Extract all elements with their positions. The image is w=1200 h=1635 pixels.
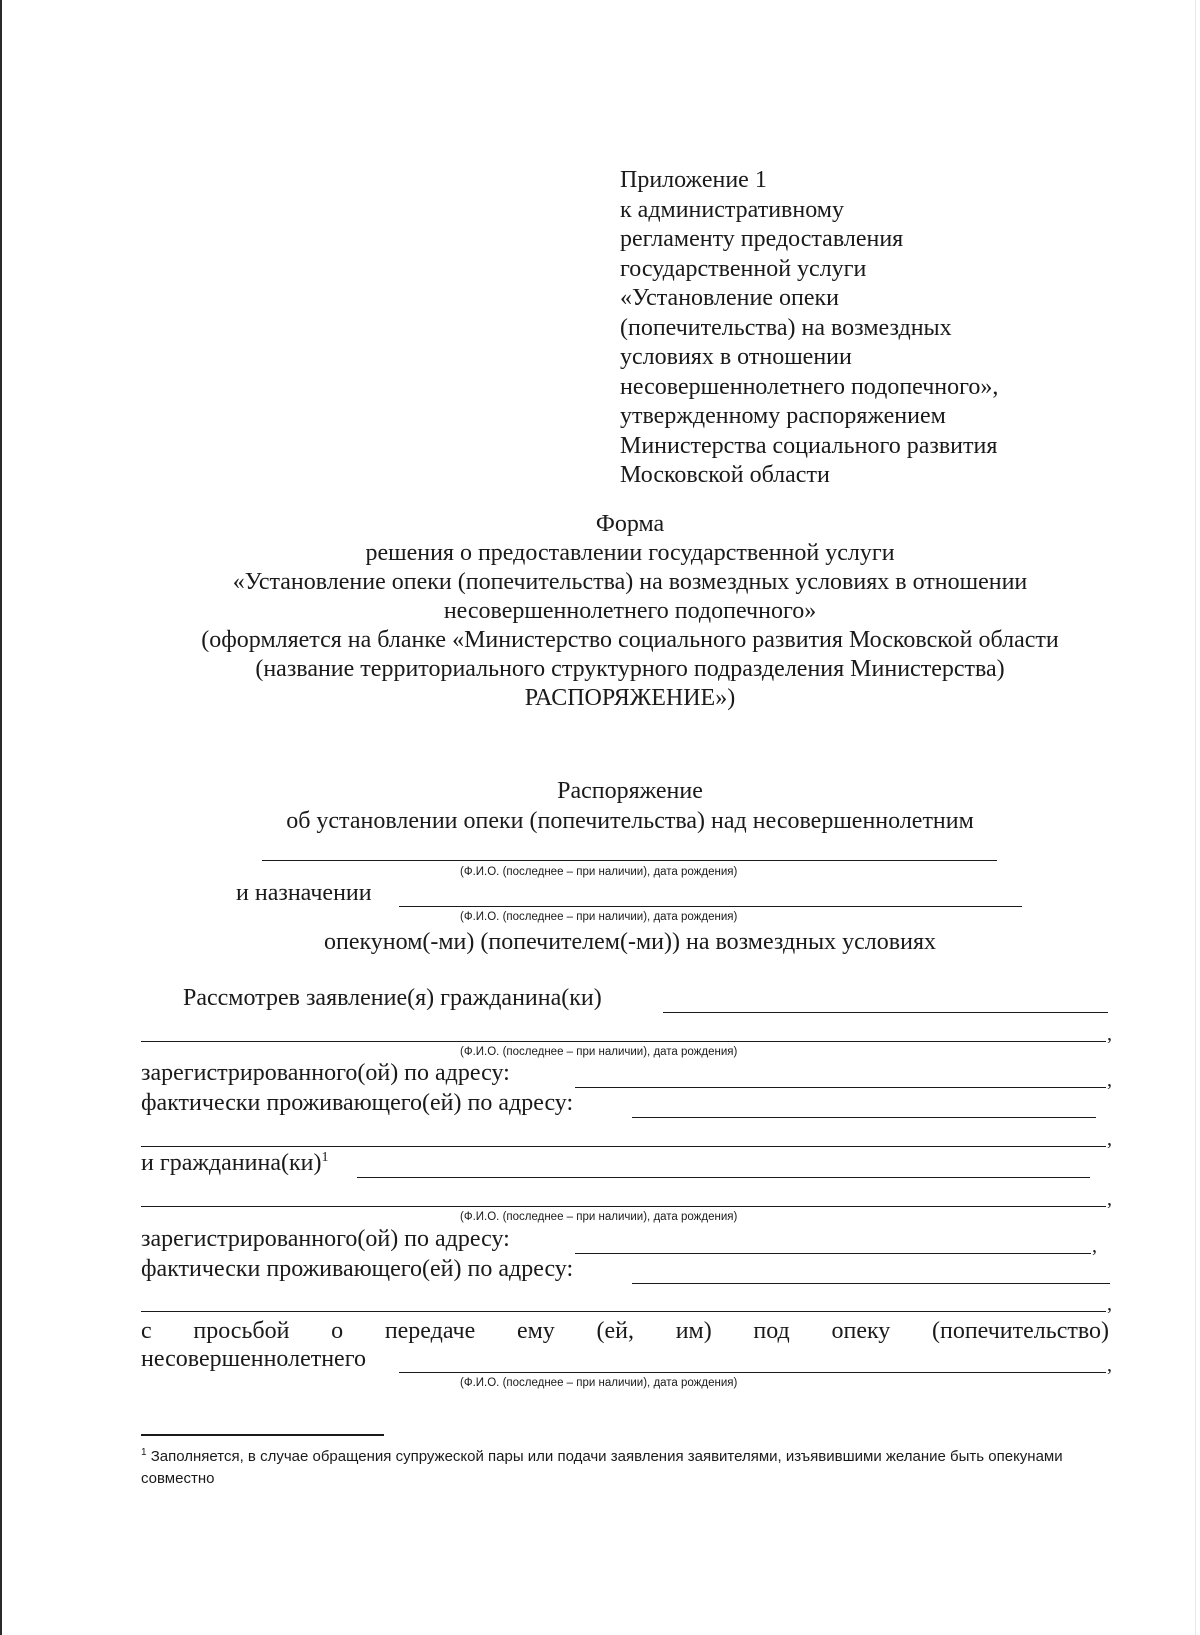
and-citizen-label — [141, 1150, 328, 1177]
annex-line: государственной услуги — [620, 255, 867, 282]
scan-right-edge — [1195, 0, 1196, 1635]
guardian-role-text: опекуном(-ми) (попечителем(-ми)) на возмездных условиях — [323, 929, 936, 955]
registered-address-line-2[interactable] — [575, 1253, 1091, 1254]
request-word: (ей, — [596, 1318, 634, 1344]
field-caption: (Ф.И.О. (последнее – при наличии), дата рождения) — [460, 866, 738, 878]
appointment-label: и назначении — [236, 880, 372, 906]
form-header — [100, 510, 1160, 713]
annex-line: «Установление опеки — [620, 285, 840, 311]
form-header-line: несовершеннолетнего подопечного» — [443, 598, 817, 624]
field-caption: (Ф.И.О. (последнее – при наличии), дата рождения) — [460, 1211, 738, 1223]
order-subtitle: об установлении опеки (попечительства) над несовершеннолетним — [286, 808, 974, 834]
minor-label: несовершеннолетнего — [141, 1346, 366, 1372]
annex-line: условиях в отношении — [620, 344, 852, 370]
applicant1-line-b[interactable] — [141, 1041, 1106, 1042]
considered-label: Рассмотрев заявление(я) гражданина(ки) — [183, 985, 602, 1011]
annex-line: несовершеннолетнего подопечного», — [620, 373, 999, 400]
applicant2-line-b[interactable] — [141, 1206, 1106, 1207]
request-word: под — [753, 1318, 790, 1344]
annex-block — [620, 166, 998, 491]
annex-line: Приложение 1 — [620, 167, 767, 193]
comma: , — [1107, 1069, 1112, 1091]
footnote — [141, 1442, 1126, 1490]
applicant1-line-a[interactable] — [663, 1012, 1108, 1013]
scan-left-edge — [0, 0, 2, 1635]
residing-label: фактически проживающего(ей) по адресу: — [141, 1256, 574, 1282]
order-title: Распоряжение — [557, 778, 703, 804]
comma: , — [1107, 1293, 1112, 1315]
annex-line: к административному — [620, 196, 844, 223]
registered-label: зарегистрированного(ой) по адресу: — [141, 1060, 510, 1086]
field-caption: (Ф.И.О. (последнее – при наличии), дата рождения) — [460, 911, 738, 923]
footnote-ref: 1 — [321, 1150, 329, 1165]
form-header-line: РАСПОРЯЖЕНИЕ») — [524, 685, 736, 711]
order-heading — [100, 776, 1160, 836]
minor-name-line[interactable] — [262, 860, 997, 861]
comma: , — [1107, 1354, 1112, 1376]
annex-line: Московской области — [620, 462, 830, 488]
request-word: (попечительство) — [931, 1318, 1109, 1344]
comma: , — [1092, 1235, 1097, 1257]
field-caption: (Ф.И.О. (последнее – при наличии), дата рождения) — [460, 1377, 738, 1389]
request-word: ему — [516, 1318, 555, 1344]
request-word: им) — [675, 1318, 712, 1344]
request-word: с — [141, 1318, 152, 1344]
residing-address-line-b[interactable] — [141, 1146, 1106, 1147]
form-header-title: Форма — [595, 511, 665, 537]
comma: , — [1107, 1023, 1112, 1045]
request-word: опеку — [831, 1318, 891, 1344]
and-citizen-text: и гражданина(ки) — [141, 1150, 322, 1176]
registered-label: зарегистрированного(ой) по адресу: — [141, 1226, 510, 1252]
residing-label: фактически проживающего(ей) по адресу: — [141, 1090, 574, 1116]
form-header-line: решения о предоставлении государственной услуги — [365, 540, 895, 566]
residing-address-line-2a[interactable] — [632, 1283, 1110, 1284]
residing-address-line-a[interactable] — [632, 1117, 1096, 1118]
annex-line: регламенту предоставления — [620, 226, 904, 252]
footnote-text: Заполняется, в случае обращения супружеской пары или подачи заявления заявителями, изъявившими желание быть опекунами совместно — [141, 1448, 1063, 1487]
form-header-line: «Установление опеки (попечительства) на возмездных условиях в отношении — [232, 569, 1028, 595]
request-word: о — [331, 1318, 344, 1344]
request-word: просьбой — [193, 1318, 290, 1344]
request-word: передаче — [384, 1318, 476, 1344]
applicant2-line-a[interactable] — [357, 1177, 1090, 1178]
guardian-name-line[interactable] — [399, 906, 1022, 907]
guardian-role — [100, 928, 1160, 957]
form-header-line: (название территориального структурного подразделения Министерства) — [255, 656, 1005, 682]
registered-address-line[interactable] — [575, 1087, 1106, 1088]
annex-line: (попечительства) на возмездных — [620, 314, 952, 341]
footnote-mark: 1 — [141, 1447, 147, 1458]
field-caption: (Ф.И.О. (последнее – при наличии), дата рождения) — [460, 1046, 738, 1058]
annex-line: утвержденному распоряжением — [620, 403, 946, 429]
comma: , — [1107, 1188, 1112, 1210]
comma: , — [1107, 1128, 1112, 1150]
form-header-line: (оформляется на бланке «Министерство социального развития Московской области — [201, 627, 1059, 653]
minor-name-line-2[interactable] — [399, 1372, 1106, 1373]
residing-address-line-2b[interactable] — [141, 1311, 1106, 1312]
annex-line: Министерства социального развития — [620, 432, 998, 459]
footnote-separator — [141, 1434, 384, 1436]
request-line — [141, 1318, 1109, 1345]
